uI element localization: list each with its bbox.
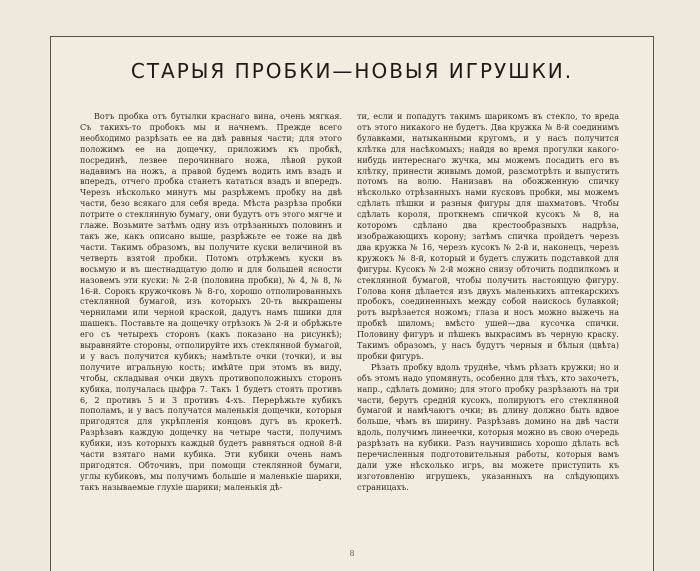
left-column bbox=[80, 112, 342, 494]
page-number: 8 bbox=[349, 549, 355, 558]
left-column-text: Вотъ пробка отъ бутылки краснаго вина, очень мягкая. Съ такихъ-то пробокъ мы и начнемъ. Прежде всего необходимо разрѣзать ее на двѣ равныя части; для этого положимъ ее на дощечку, приложимъ къ пробкѣ, посрединѣ, лезвее перочиннаго ножа, лѣвой рукой надавимъ на ножъ, а правой будемъ водить имъ взадъ и впередъ, отчего пробка станетъ кататься взадъ и впередъ. Черезъ нѣсколько минутъ мы разрѣжемъ пробку на двѣ части, безо всякаго для себя вреда. Мѣста разрѣза пробки потрите о стеклянную бумагу, они будутъ отъ этого мягче и глаже. Возьмите затѣмъ одну изъ отрѣзанныхъ половинъ и такъ же, какъ описано выше, разрѣжьте ее тоже на двѣ части. Такимъ образомъ, вы получите куски величиной въ четверть взятой пробки. Потомъ отрѣжемъ куски въ восьмую и въ шестнадцатую долю и для большей ясности назовемъ эти куски: № 2-й (половина пробки), № 4, № 8, № 16-й. Сорокъ кружочковъ № 8-го, хорошо отполированныхъ стеклянной бумагой, изъ которыхъ 20-ть выкрашены чернилами или черной краской, дадутъ намъ пшики для шашекъ. Поставьте на дощечку отрѣзокъ № 2-й и обрѣжьте его съ четырехъ сторонъ (какъ показано на рисункѣ); выравняйте стороны, отполируйте ихъ стеклянной бумагой, и у васъ получится кубикъ; намѣтьте очки (точки), и вы получите игральную кость; имѣйте при этомъ въ виду, чтобы, складывая очки двухъ противоположныхъ сторонъ кубика, получалась цыфра 7. Такъ 1 будетъ стоять противъ 6, 2 противъ 5 и 3 противъ 4-хъ. Перерѣжьте кубикъ пополамъ, и у васъ получатся маленькія дощечки, которыя пригодятся для укрѣпленія концовъ дугъ въ крокетѣ. Разрѣзавъ каждую дощечку на четыре части, получимъ кубики, изъ которыхъ каждый будетъ равняться одной 8-й части взятаго нами кубика. Эти кубики очень намъ пригодятся. Обточивъ, при помощи стеклянной бумаги, углы кубиковъ, мы получимъ большіе и маленькіе шарики, такъ называемые глухіе шарики; маленькія дѣ- bbox=[80, 112, 342, 492]
right-column-paragraph-1: ти, если и попадутъ такимъ шарикомъ въ стекло, то вреда отъ этого никакого не будетъ. Два кружка № 8-й соединимъ булавками, натыканными кругомъ, и у насъ получится клѣтка для насѣкомыхъ; найдя во время прогулки какого-нибудь интереснаго жучка, мы можемъ посадить его въ клѣтку, принести живымъ домой, разсмотрѣть и выпустить потомъ на волю. Нанизавъ на обожженную спичку нѣсколько отрѣзанныхъ нами кусковъ пробки, мы можемъ сдѣлать пѣшки и разныя фигуры для шахматовъ. Чтобы сдѣлать короля, проткнемъ спичкой кусокъ № 8, на которомъ сдѣлано два крестообразныхъ надрѣза, изображающихъ корону; затѣмъ спичка пройдетъ черезъ два кружка № 16, черезъ кусокъ № 2-й и, наконецъ, черезъ кружокъ № 8-й, который и будетъ служить подставкой для фигуры. Кусокъ № 2-й можно снизу обточить подпилкомъ и стеклянной бумагой, чтобы получить настоящую фигуру. Голова коня дѣлается изъ двухъ маленькихъ аптекарскихъ пробокъ, соединенныхъ между собой наискось булавкой; ротъ вырѣзается ножомъ; глаза и носъ можно выжечь на пробкѣ шиломъ; вмѣсто ушей—два кусочка спички. Половину фигуръ и пѣшекъ выкрасимъ въ черную краску. Такимъ образомъ, у насъ будутъ черныя и бѣлыя (цвѣта) пробки фигуръ. bbox=[357, 112, 619, 361]
article-title: СТАРЫЯ ПРОБКИ—НОВЫЯ ИГРУШКИ. bbox=[130, 59, 574, 83]
right-column-paragraph-2: Рѣзать пробку вдоль труднѣе, чѣмъ рѣзать кружки; но и объ этомъ надо упомянуть, особенно для тѣхъ, кто захочетъ, напр., сдѣлать домино; для этого пробку разрѣзають на три части, берутъ средній кусокъ, полируютъ его стеклянной бумагой и намѣчаютъ очки; въ длину должно быть вдвое больше, чѣмъ въ ширину. Разрѣзавъ домино на двѣ части вдоль, получимъ линеечки, которыя можно въ свою очередь разрѣзать на кубики. Разъ научившись хорошо дѣлать всѣ перечисленныя подготовительныя работы, которыя вамъ дали уже нѣсколько игръ, вы можете приступить къ изготовленію игрушекъ, указанныхъ на слѣдующихъ страницахъ. bbox=[357, 362, 619, 492]
right-column bbox=[357, 112, 619, 494]
article-frame bbox=[50, 36, 654, 571]
